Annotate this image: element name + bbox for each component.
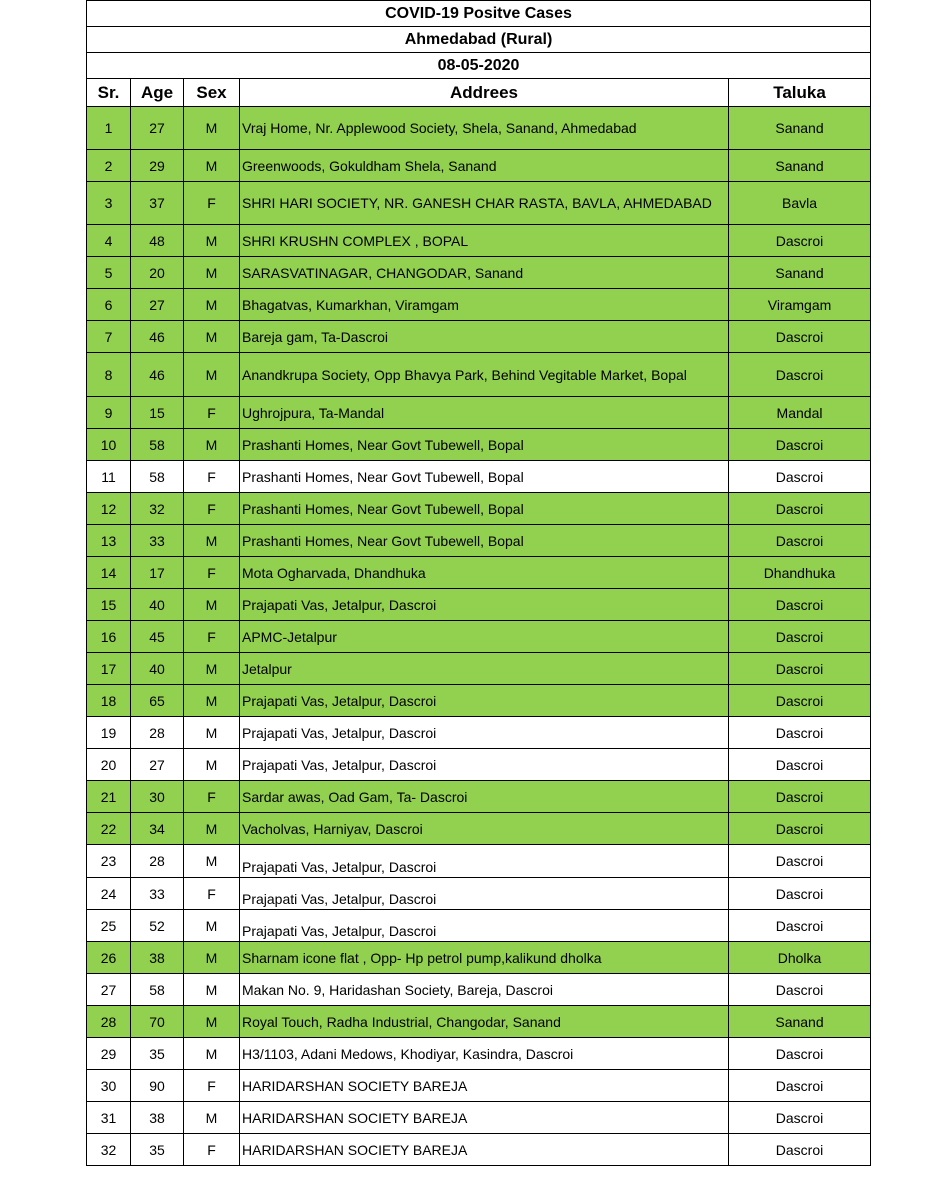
table-row xyxy=(87,525,871,557)
cell-address: Mota Ogharvada, Dhandhuka xyxy=(240,557,729,589)
cell-sr: 21 xyxy=(87,781,131,813)
cell-age: 32 xyxy=(131,493,184,525)
cell-age: 40 xyxy=(131,653,184,685)
case-list-sheet xyxy=(86,0,870,1166)
table-row xyxy=(87,429,871,461)
region-row xyxy=(87,27,871,53)
cell-sr: 32 xyxy=(87,1134,131,1166)
table-row xyxy=(87,942,871,974)
cell-sr: 25 xyxy=(87,910,131,942)
table-row xyxy=(87,717,871,749)
cell-address: Greenwoods, Gokuldham Shela, Sanand xyxy=(240,150,729,182)
cell-sr: 1 xyxy=(87,107,131,150)
cell-taluka: Dascroi xyxy=(729,1038,871,1070)
cell-sex: M xyxy=(184,257,240,289)
cell-sex: F xyxy=(184,621,240,653)
table-row xyxy=(87,1070,871,1102)
cell-address: Jetalpur xyxy=(240,653,729,685)
cell-sex: M xyxy=(184,525,240,557)
cell-taluka: Dascroi xyxy=(729,1070,871,1102)
table-row xyxy=(87,878,871,910)
cell-sex: F xyxy=(184,493,240,525)
cell-taluka: Dascroi xyxy=(729,525,871,557)
cell-sex: F xyxy=(184,461,240,493)
cell-age: 52 xyxy=(131,910,184,942)
cell-age: 29 xyxy=(131,150,184,182)
table-row xyxy=(87,685,871,717)
cell-sex: M xyxy=(184,225,240,257)
cell-age: 70 xyxy=(131,1006,184,1038)
cell-sr: 19 xyxy=(87,717,131,749)
cell-sex: M xyxy=(184,749,240,781)
cell-sr: 31 xyxy=(87,1102,131,1134)
table-row xyxy=(87,749,871,781)
cell-sr: 22 xyxy=(87,813,131,845)
cell-sr: 10 xyxy=(87,429,131,461)
cell-sex: M xyxy=(184,1006,240,1038)
cell-address: Prajapati Vas, Jetalpur, Dascroi xyxy=(240,589,729,621)
cell-sex: M xyxy=(184,321,240,353)
cell-age: 58 xyxy=(131,974,184,1006)
table-row xyxy=(87,1134,871,1166)
cell-taluka: Dascroi xyxy=(729,717,871,749)
cell-sr: 20 xyxy=(87,749,131,781)
table-row xyxy=(87,653,871,685)
cell-taluka: Dascroi xyxy=(729,781,871,813)
table-row xyxy=(87,353,871,397)
table-row xyxy=(87,557,871,589)
cell-address: Prajapati Vas, Jetalpur, Dascroi xyxy=(240,878,729,910)
cell-taluka: Dascroi xyxy=(729,653,871,685)
cell-sr: 4 xyxy=(87,225,131,257)
cell-taluka: Dascroi xyxy=(729,321,871,353)
cell-address: Prajapati Vas, Jetalpur, Dascroi xyxy=(240,749,729,781)
cell-sr: 15 xyxy=(87,589,131,621)
table-row xyxy=(87,182,871,225)
cell-sr: 6 xyxy=(87,289,131,321)
cell-address: Prashanti Homes, Near Govt Tubewell, Bopal xyxy=(240,461,729,493)
cell-sr: 3 xyxy=(87,182,131,225)
cell-taluka: Dascroi xyxy=(729,353,871,397)
cell-age: 35 xyxy=(131,1038,184,1070)
table-row xyxy=(87,813,871,845)
cell-address: SHRI KRUSHN COMPLEX , BOPAL xyxy=(240,225,729,257)
cell-sex: M xyxy=(184,813,240,845)
cell-address: Makan No. 9, Haridashan Society, Bareja, Dascroi xyxy=(240,974,729,1006)
cell-taluka: Mandal xyxy=(729,397,871,429)
cell-taluka: Dascroi xyxy=(729,845,871,878)
cell-taluka: Bavla xyxy=(729,182,871,225)
table-row xyxy=(87,461,871,493)
cell-taluka: Sanand xyxy=(729,1006,871,1038)
date-row xyxy=(87,53,871,79)
table-row xyxy=(87,321,871,353)
header-sr: Sr. xyxy=(87,79,131,107)
table-row xyxy=(87,781,871,813)
cell-sex: M xyxy=(184,685,240,717)
cell-address: Vacholvas, Harniyav, Dascroi xyxy=(240,813,729,845)
cell-address: HARIDARSHAN SOCIETY BAREJA xyxy=(240,1102,729,1134)
cell-sr: 13 xyxy=(87,525,131,557)
cell-age: 38 xyxy=(131,942,184,974)
cell-taluka: Dascroi xyxy=(729,749,871,781)
cell-age: 15 xyxy=(131,397,184,429)
report-date: 08-05-2020 xyxy=(87,53,871,79)
cell-age: 27 xyxy=(131,289,184,321)
cell-age: 65 xyxy=(131,685,184,717)
cell-age: 58 xyxy=(131,429,184,461)
report-title: COVID-19 Positve Cases xyxy=(87,1,871,27)
cell-sex: M xyxy=(184,353,240,397)
table-row xyxy=(87,493,871,525)
cell-address: Bhagatvas, Kumarkhan, Viramgam xyxy=(240,289,729,321)
cell-sr: 8 xyxy=(87,353,131,397)
cell-sex: M xyxy=(184,589,240,621)
cell-taluka: Dascroi xyxy=(729,974,871,1006)
cell-age: 28 xyxy=(131,845,184,878)
cell-sr: 30 xyxy=(87,1070,131,1102)
cell-sr: 7 xyxy=(87,321,131,353)
cell-sr: 29 xyxy=(87,1038,131,1070)
cell-taluka: Dascroi xyxy=(729,493,871,525)
table-row xyxy=(87,289,871,321)
cell-taluka: Viramgam xyxy=(729,289,871,321)
table-row xyxy=(87,589,871,621)
cell-taluka: Dascroi xyxy=(729,878,871,910)
table-row xyxy=(87,845,871,878)
cell-taluka: Dascroi xyxy=(729,685,871,717)
cell-sr: 27 xyxy=(87,974,131,1006)
cell-sr: 17 xyxy=(87,653,131,685)
cell-sex: M xyxy=(184,942,240,974)
cell-sex: M xyxy=(184,845,240,878)
cell-age: 58 xyxy=(131,461,184,493)
cell-taluka: Dascroi xyxy=(729,813,871,845)
cell-sex: M xyxy=(184,653,240,685)
cell-sex: F xyxy=(184,781,240,813)
cell-address: SARASVATINAGAR, CHANGODAR, Sanand xyxy=(240,257,729,289)
cell-sex: M xyxy=(184,150,240,182)
title-row xyxy=(87,1,871,27)
cell-address: Prajapati Vas, Jetalpur, Dascroi xyxy=(240,910,729,942)
table-row xyxy=(87,225,871,257)
cell-age: 17 xyxy=(131,557,184,589)
cell-address: Prajapati Vas, Jetalpur, Dascroi xyxy=(240,845,729,878)
column-header-row xyxy=(87,79,871,107)
cases-table xyxy=(86,0,871,1166)
cell-sex: M xyxy=(184,1102,240,1134)
cell-age: 33 xyxy=(131,878,184,910)
cell-age: 35 xyxy=(131,1134,184,1166)
cell-sr: 14 xyxy=(87,557,131,589)
cell-address: Ughrojpura, Ta-Mandal xyxy=(240,397,729,429)
cell-age: 48 xyxy=(131,225,184,257)
table-row xyxy=(87,1038,871,1070)
table-row xyxy=(87,257,871,289)
cell-age: 90 xyxy=(131,1070,184,1102)
cell-address: Prajapati Vas, Jetalpur, Dascroi xyxy=(240,717,729,749)
cell-sr: 2 xyxy=(87,150,131,182)
cases-body xyxy=(87,107,871,1166)
cell-sex: M xyxy=(184,1038,240,1070)
cell-taluka: Dascroi xyxy=(729,429,871,461)
cell-taluka: Dascroi xyxy=(729,1102,871,1134)
cell-age: 46 xyxy=(131,321,184,353)
cell-age: 46 xyxy=(131,353,184,397)
cell-address: Sharnam icone flat , Opp- Hp petrol pump,kalikund dholka xyxy=(240,942,729,974)
cell-address: APMC-Jetalpur xyxy=(240,621,729,653)
table-row xyxy=(87,397,871,429)
cell-sex: M xyxy=(184,289,240,321)
cell-taluka: Sanand xyxy=(729,257,871,289)
cell-sex: F xyxy=(184,1070,240,1102)
cell-sr: 23 xyxy=(87,845,131,878)
cell-taluka: Sanand xyxy=(729,150,871,182)
table-row xyxy=(87,974,871,1006)
header-sex: Sex xyxy=(184,79,240,107)
cell-sr: 26 xyxy=(87,942,131,974)
cell-taluka: Dhandhuka xyxy=(729,557,871,589)
cell-sex: F xyxy=(184,1134,240,1166)
cell-address: SHRI HARI SOCIETY, NR. GANESH CHAR RASTA, BAVLA, AHMEDABAD xyxy=(240,182,729,225)
cell-address: HARIDARSHAN SOCIETY BAREJA xyxy=(240,1134,729,1166)
table-row xyxy=(87,1102,871,1134)
cell-sr: 16 xyxy=(87,621,131,653)
cell-sr: 18 xyxy=(87,685,131,717)
cell-age: 27 xyxy=(131,749,184,781)
cell-taluka: Dascroi xyxy=(729,225,871,257)
cell-age: 40 xyxy=(131,589,184,621)
cell-sr: 28 xyxy=(87,1006,131,1038)
cell-age: 38 xyxy=(131,1102,184,1134)
cell-sex: F xyxy=(184,557,240,589)
table-row xyxy=(87,150,871,182)
cell-taluka: Dholka xyxy=(729,942,871,974)
cell-sr: 5 xyxy=(87,257,131,289)
cell-sex: M xyxy=(184,429,240,461)
cell-address: Prashanti Homes, Near Govt Tubewell, Bopal xyxy=(240,493,729,525)
cell-address: Prashanti Homes, Near Govt Tubewell, Bopal xyxy=(240,429,729,461)
cell-sex: F xyxy=(184,397,240,429)
cell-taluka: Dascroi xyxy=(729,1134,871,1166)
cell-taluka: Dascroi xyxy=(729,621,871,653)
cell-address: Royal Touch, Radha Industrial, Changodar, Sanand xyxy=(240,1006,729,1038)
cell-age: 20 xyxy=(131,257,184,289)
cell-sr: 12 xyxy=(87,493,131,525)
report-region: Ahmedabad (Rural) xyxy=(87,27,871,53)
cell-address: Prajapati Vas, Jetalpur, Dascroi xyxy=(240,685,729,717)
cell-sex: M xyxy=(184,974,240,1006)
cell-taluka: Sanand xyxy=(729,107,871,150)
table-row xyxy=(87,1006,871,1038)
table-row xyxy=(87,910,871,942)
cell-age: 33 xyxy=(131,525,184,557)
table-row xyxy=(87,621,871,653)
cell-sex: F xyxy=(184,878,240,910)
cell-address: HARIDARSHAN SOCIETY BAREJA xyxy=(240,1070,729,1102)
cell-age: 27 xyxy=(131,107,184,150)
cell-address: Bareja gam, Ta-Dascroi xyxy=(240,321,729,353)
cell-address: Prashanti Homes, Near Govt Tubewell, Bopal xyxy=(240,525,729,557)
cell-sex: M xyxy=(184,107,240,150)
cell-age: 30 xyxy=(131,781,184,813)
cell-sex: M xyxy=(184,910,240,942)
cell-sr: 24 xyxy=(87,878,131,910)
header-address: Addrees xyxy=(240,79,729,107)
cell-sex: F xyxy=(184,182,240,225)
cell-taluka: Dascroi xyxy=(729,910,871,942)
cell-address: Sardar awas, Oad Gam, Ta- Dascroi xyxy=(240,781,729,813)
cell-age: 28 xyxy=(131,717,184,749)
cell-address: Anandkrupa Society, Opp Bhavya Park, Behind Vegitable Market, Bopal xyxy=(240,353,729,397)
cell-taluka: Dascroi xyxy=(729,589,871,621)
cell-age: 37 xyxy=(131,182,184,225)
cell-age: 34 xyxy=(131,813,184,845)
header-age: Age xyxy=(131,79,184,107)
cell-age: 45 xyxy=(131,621,184,653)
cell-address: H3/1103, Adani Medows, Khodiyar, Kasindra, Dascroi xyxy=(240,1038,729,1070)
cell-sr: 11 xyxy=(87,461,131,493)
cell-taluka: Dascroi xyxy=(729,461,871,493)
cell-sr: 9 xyxy=(87,397,131,429)
cell-sex: M xyxy=(184,717,240,749)
cell-address: Vraj Home, Nr. Applewood Society, Shela, Sanand, Ahmedabad xyxy=(240,107,729,150)
table-row xyxy=(87,107,871,150)
header-taluka: Taluka xyxy=(729,79,871,107)
